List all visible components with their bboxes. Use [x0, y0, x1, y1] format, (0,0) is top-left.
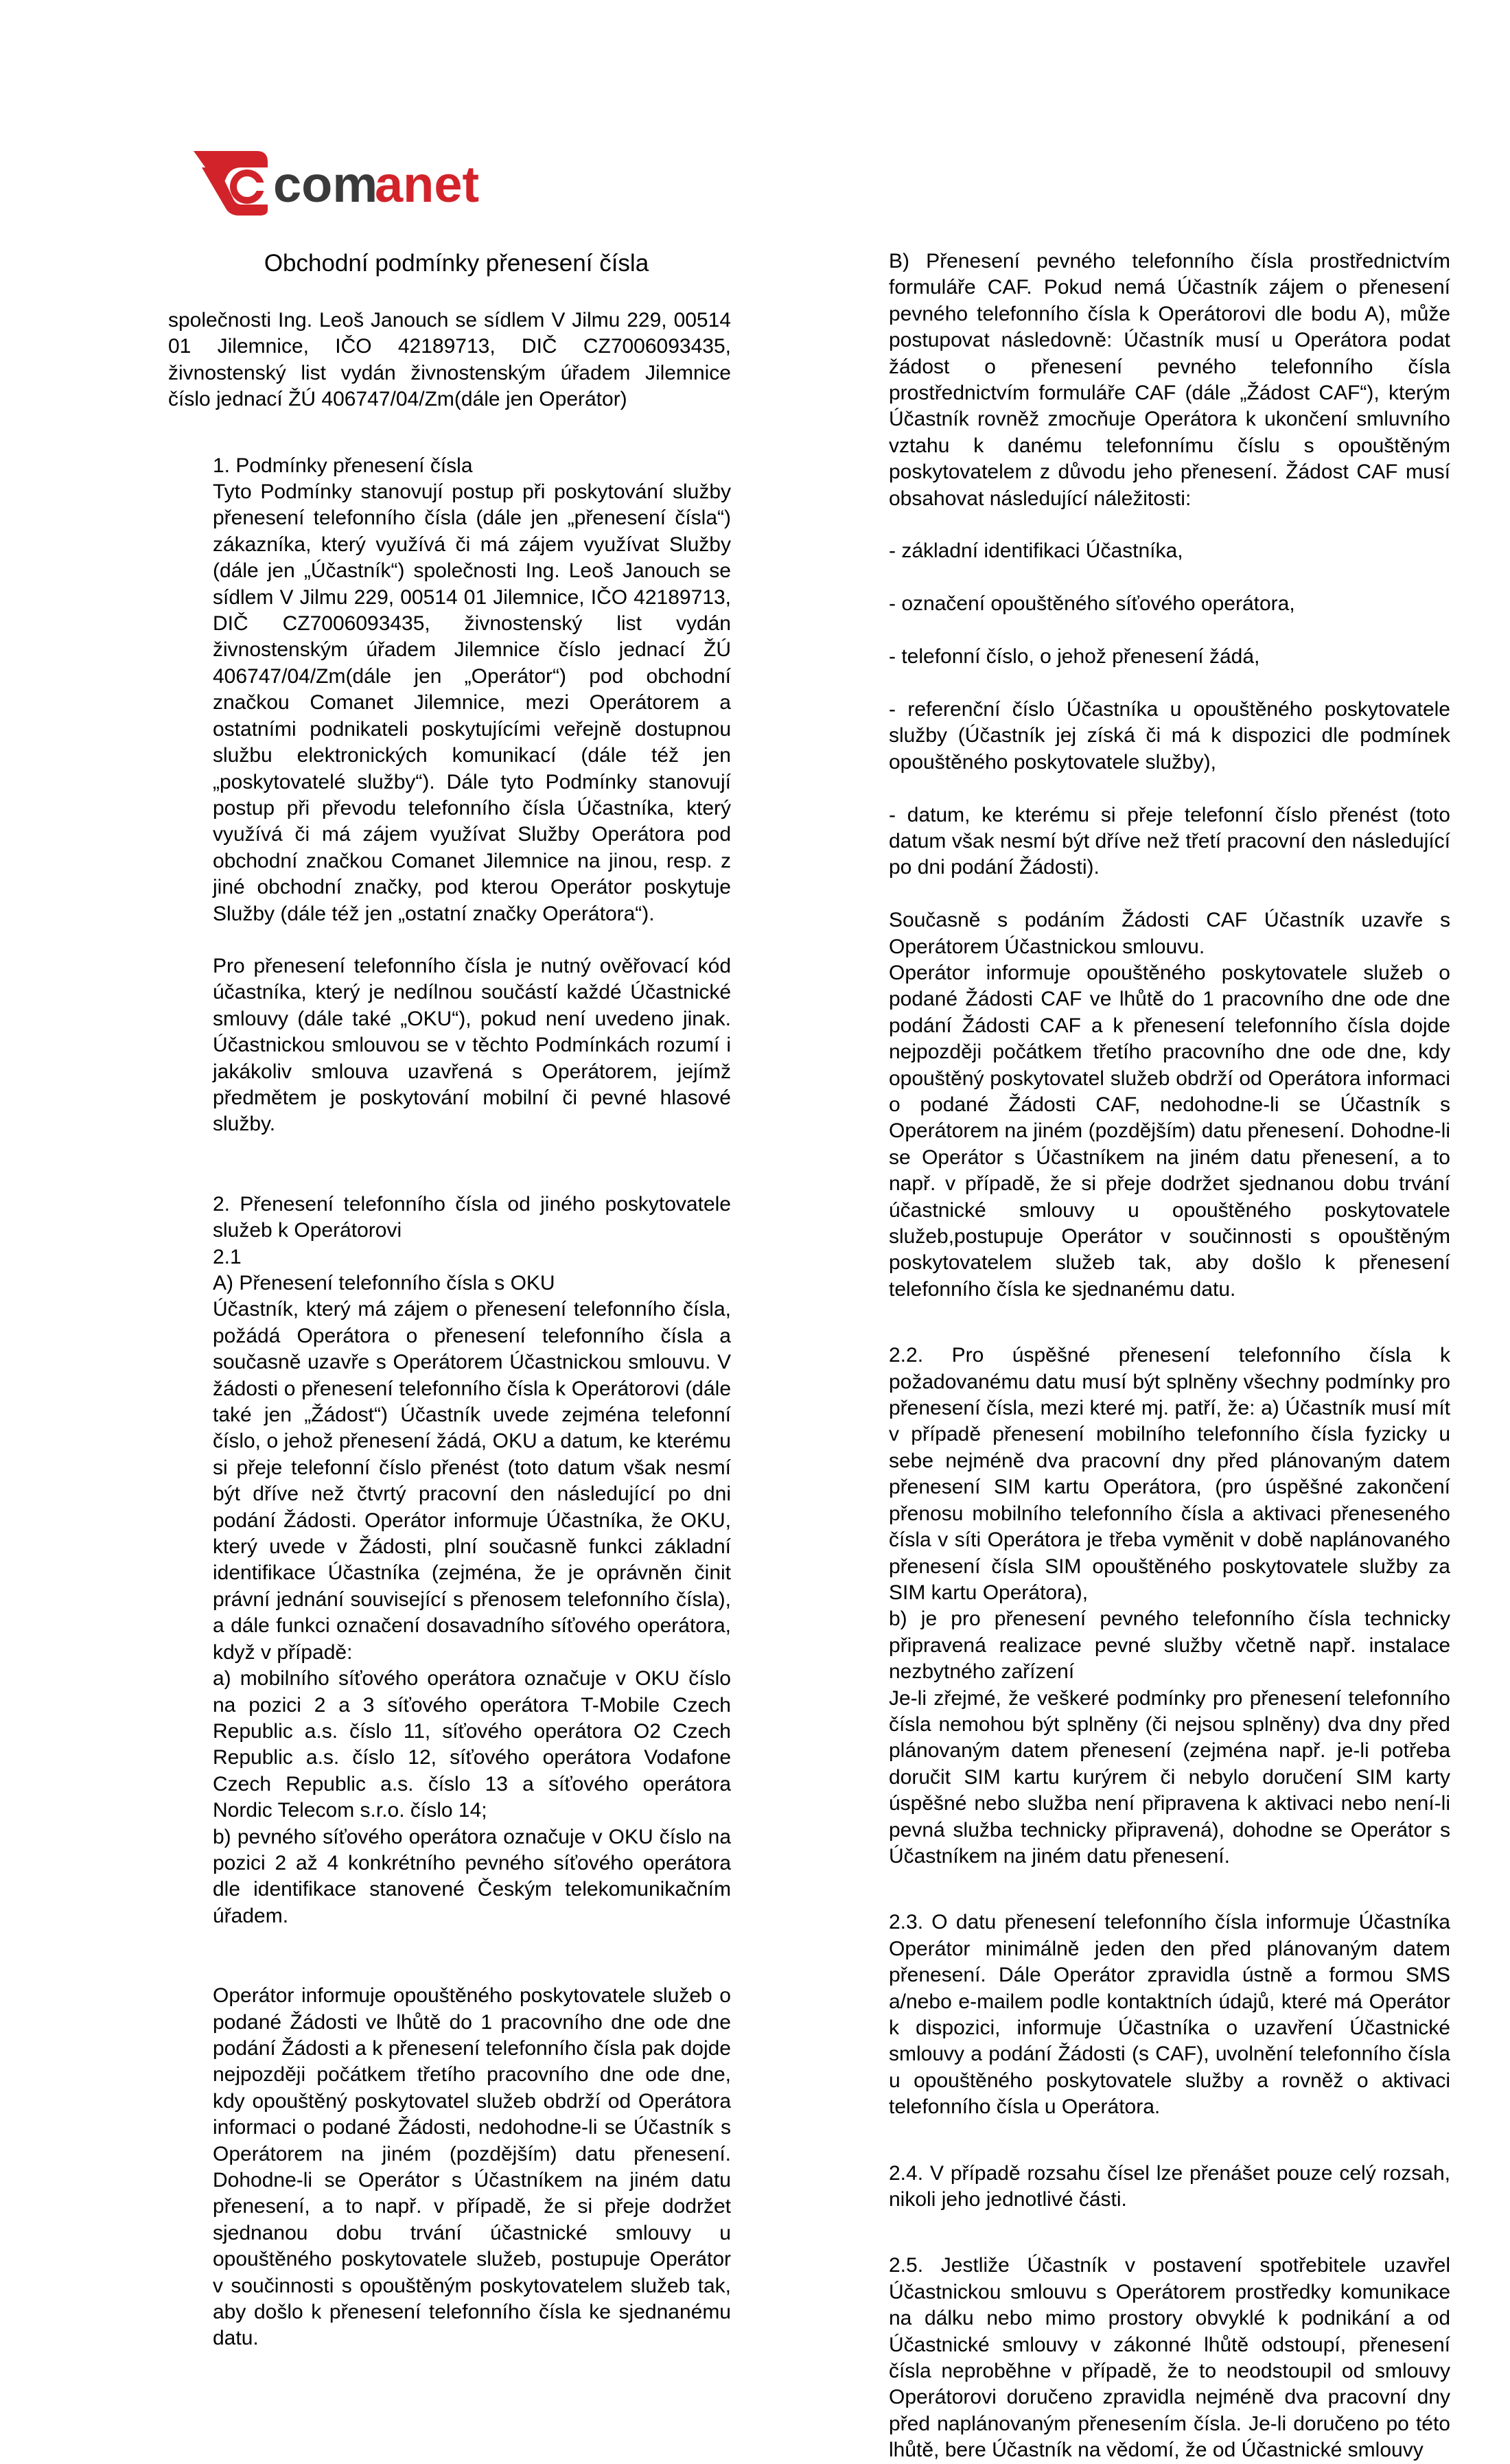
section-2-4: 2.4. V případě rozsahu čísel lze přenášet pouze celý rozsah, nikoli jeho jednotlivé části. — [889, 2161, 1450, 2211]
section-2-a-body: Účastník, který má zájem o přenesení telefonního čísla, požádá Operátora o přenesení telefonního čísla a současně uzavře s Operátorem Účastnickou smlouvu. V žádosti o přenesení telefonního čísla k Operátorovi (dále také jen „Žádost“) Účastník uvede zejména telefonní číslo, o jehož přenesení žádá, OKU a datum, ke kterému si přeje telefonní číslo přenést (toto datum však nesmí být dříve než čtvrtý pracovní den následující po dni podání Žádosti. Operátor informuje Účastníka, že OKU, který uvede v Žádosti, plní současně funkci základní identifikace Účastníka (zejména, že je oprávněn činit právní jednání související s přenosem telefonního čísla), a dále funkci označení dosavadního síťového operátora, když v případě: — [213, 1298, 731, 1664]
list-item: - základní identifikaci Účastníka, — [889, 539, 1183, 563]
section-b-body: Pokud nemá Účastník zájem o přenesení pevného telefonního čísla k Operátorovi dle bodu A), může postupovat následovně: Účastník musí u Operátora podat žádost o přenesení pevného telefonního čísla prostřednictvím formuláře CAF (dále „Žádost CAF“), kterým Účastník rovněž zmocňuje Operátora k ukončení smluvního vztahu k danému telefonnímu číslu s opouštěným poskytovatelem z důvodu jeho přenesení. Žádost CAF musí obsahovat následující náležitosti: — [889, 276, 1450, 510]
section-2-a-item-b: b) pevného síťového operátora označuje v OKU číslo na pozici 2 až 4 konkrétního pevného síťového operátora dle identifikace stanovené Českým telekomunikačním úřadem. — [213, 1825, 731, 1927]
list-item: - referenční číslo Účastníka u opouštěného poskytovatele služby (Účastník jej získá či má k dispozici dle podmínek opouštěného poskytovatele služby), — [889, 697, 1450, 774]
section-1-heading: 1. Podmínky přenesení čísla — [213, 454, 473, 477]
section-2-1-label: 2.1 — [213, 1245, 242, 1268]
logo-text-part2: anet — [375, 156, 480, 213]
section-b-info: Operátor informuje opouštěného poskytovatele služeb o podané Žádosti CAF ve lhůtě do 1 pracovního dne ode dne podání Žádosti CAF a k přenesení telefonního čísla dojde nejpozději počátkem třetího pracovního dne ode dne, kdy opouštěný poskytovatel služeb obdrží od Operátora informaci o podané Žádosti CAF, nedohodne-li se Účastník s Operátorem na jiném (pozdějším) datu přenesení. Dohodne-li se Operátor s Účastníkem na jiném datu přenesení, a to např. v případě, že si přeje dodržet sjednanou dobu trvání účastnické smlouvy u opouštěného poskytovatele služeb,postupuje Operátor v součinnosti s opouštěným poskytovatelem služeb tak, aby došlo k přenesení telefonního čísla ke sjednanému datu. — [889, 961, 1450, 1301]
list-item: - datum, ke kterému si přeje telefonní číslo přenést (toto datum však nesmí být dříve než třetí pracovní den následující po dni podání Žádosti). — [889, 803, 1450, 879]
right-column — [889, 248, 1450, 2464]
section-2-heading: 2. Přenesení telefonního čísla od jiného poskytovatele služeb k Operátorovi — [213, 1192, 731, 1242]
page-title: Obchodní podmínky přenesení čísla — [264, 250, 649, 277]
section-2-2-note: Je-li zřejmé, že veškeré podmínky pro přenesení telefonního čísla nemohou být splněny (či nejsou splněny) dva dny před plánovaným datem přenesení (zejména např. je-li potřeba doručit SIM kartu kurýrem či nebylo doručení SIM karty úspěšné nebo služba není připravena k aktivaci nebo není-li pevná služba technicky připravená), dohodne se Operátor s Účastníkem na jiném datu přenesení. — [889, 1686, 1450, 1868]
list-item: - telefonní číslo, o jehož přenesení žádá, — [889, 645, 1260, 669]
section-2-3: 2.3. O datu přenesení telefonního čísla informuje Účastníka Operátor minimálně jeden den před plánovaným datem přenesení. Dále Operátor zpravidla ústně a formou SMS a/nebo e-mailem podle kontaktních údajů, které má Operátor k dispozici, informuje Účastníka o uzavření Účastnické smlouvy a podání Žádosti (s CAF), uvolnění telefonního čísla u opouštěného poskytovatele služby a rovněž o aktivaci telefonního čísla u Operátora. — [889, 1911, 1450, 2119]
logo-text-part1: com — [273, 156, 378, 213]
section-2-2-b: b) je pro přenesení pevného telefonního čísla technicky připravená realizace pevné služby včetně např. instalace nezbytného zařízení — [889, 1607, 1450, 1684]
comanet-logo-icon — [191, 147, 493, 216]
section-b-heading: B) Přenesení pevného telefonního čísla prostřednictvím formuláře CAF. — [889, 250, 1450, 299]
section-2-a-item-a: a) mobilního síťového operátora označuje v OKU číslo na pozici 2 a 3 síťového operátora T-Mobile Czech Republic a.s. číslo 11, síťového operátora O2 Czech Republic a.s. číslo 12, síťového operátora Vodafone Czech Republic a.s. číslo 13 a síťového operátora Nordic Telecom s.r.o. číslo 14; — [213, 1667, 731, 1822]
section-b-list — [889, 512, 1450, 907]
intro-paragraph: společnosti Ing. Leoš Janouch se sídlem V Jilmu 229, 00514 01 Jilemnice, IČO 42189713, DIČ CZ7006093435, živnostenský list vydán živnostenským úřadem Jilemnice číslo jednací ŽÚ 406747/04/Zm(dále jen Operátor) — [168, 309, 731, 411]
comanet-logo — [191, 147, 493, 216]
section-2-a-heading: A) Přenesení telefonního čísla s OKU — [213, 1272, 555, 1294]
list-item: - označení opouštěného síťového operátora, — [889, 592, 1295, 616]
section-2-2: 2.2. Pro úspěšné přenesení telefonního čísla k požadovanému datu musí být splněny všechny podmínky pro přenesení čísla, mezi které mj. patří, že: a) Účastník musí mít v případě přenesení mobilního telefonního čísla fyzicky u sebe nejméně dva pracovní dny před plánovaným datem přenesení SIM kartu Operátora, (pro úspěšné zakončení přenosu mobilního telefonního čísla a aktivaci přeneseného čísla v síti Operátora je třeba vyměnit v době naplánovaného přenesení čísla SIM opouštěného poskytovatele služby za SIM kartu Operátora), — [889, 1344, 1450, 1604]
section-2-5: 2.5. Jestliže Účastník v postavení spotřebitele uzavřel Účastnickou smlouvu s Operátorem prostředky komunikace na dálku nebo mimo prostory obvyklé k podnikání a od Účastnické smlouvy v zákonné lhůtě odstoupí, přenesení čísla neproběhne v případě, že to neodstoupil od smlouvy Operátorovi doručeno zpravidla nejméně dva pracovní dny před naplánovaným přenesením čísla. Je-li doručeno po této lhůtě, bere Účastník na vědomí, že od Účastnické smlouvy — [889, 2254, 1450, 2462]
section-b-contract: Současně s podáním Žádosti CAF Účastník uzavře s Operátorem Účastnickou smlouvu. — [889, 909, 1450, 958]
left-column — [168, 248, 731, 2352]
section-2-a-info: Operátor informuje opouštěného poskytovatele služeb o podané Žádosti ve lhůtě do 1 pracovního dne ode dne podání Žádosti a k přenesení telefonního čísla pak dojde nejpozději počátkem třetího pracovního dne ode dne, kdy opouštěný poskytovatel služeb obdrží od Operátora informaci o podané Žádosti, nedohodne-li se Účastník s Operátorem na jiném (pozdějším) datu přenesení. Dohodne-li se Operátor s Účastníkem na jiném datu přenesení, a to např. v případě, že si přeje dodržet sjednanou dobu trvání účastnické smlouvy u opouštěného poskytovatele služeb, postupuje Operátor v součinnosti s opouštěným poskytovatelem služeb tak, aby došlo k přenesení telefonního čísla ke sjednanému datu. — [213, 1984, 731, 2350]
section-1-oku-paragraph: Pro přenesení telefonního čísla je nutný ověřovací kód účastníka, který je nedílnou součástí každé Účastnické smlouvy (dále také „OKU“), pokud není uvedeno jinak. Účastnickou smlouvou se v těchto Podmínkách rozumí i jakákoliv smlouva uzavřená s Operátorem, jejímž předmětem je poskytování mobilní či pevné hlasové služby. — [213, 954, 731, 1136]
section-1-body: Tyto Podmínky stanovují postup při poskytování služby přenesení telefonního čísla (dále jen „přenesení čísla“) zákazníka, který využívá či má zájem využívat Služby (dále jen „Účastník“) společnosti Ing. Leoš Janouch se sídlem V Jilmu 229, 00514 01 Jilemnice, IČO 42189713, DIČ CZ7006093435, živnostenský list vydán živnostenským úřadem Jilemnice číslo jednací ŽÚ 406747/04/Zm(dále jen „Operátor“) pod obchodní značkou Comanet Jilemnice, mezi Operátorem a ostatními podnikateli poskytujícími veřejně dostupnou službu elektronických komunikací (dále též jen „poskytovatelé služby“). Dále tyto Podmínky stanovují postup při převodu telefonního čísla Účastníka, který využívá či má zájem využívat Služby Operátora pod obchodní značkou Comanet Jilemnice na jinou, resp. z jiné obchodní značky, pod kterou Operátor poskytuje Služby (dále též jen „ostatní značky Operátora“). — [213, 480, 731, 925]
